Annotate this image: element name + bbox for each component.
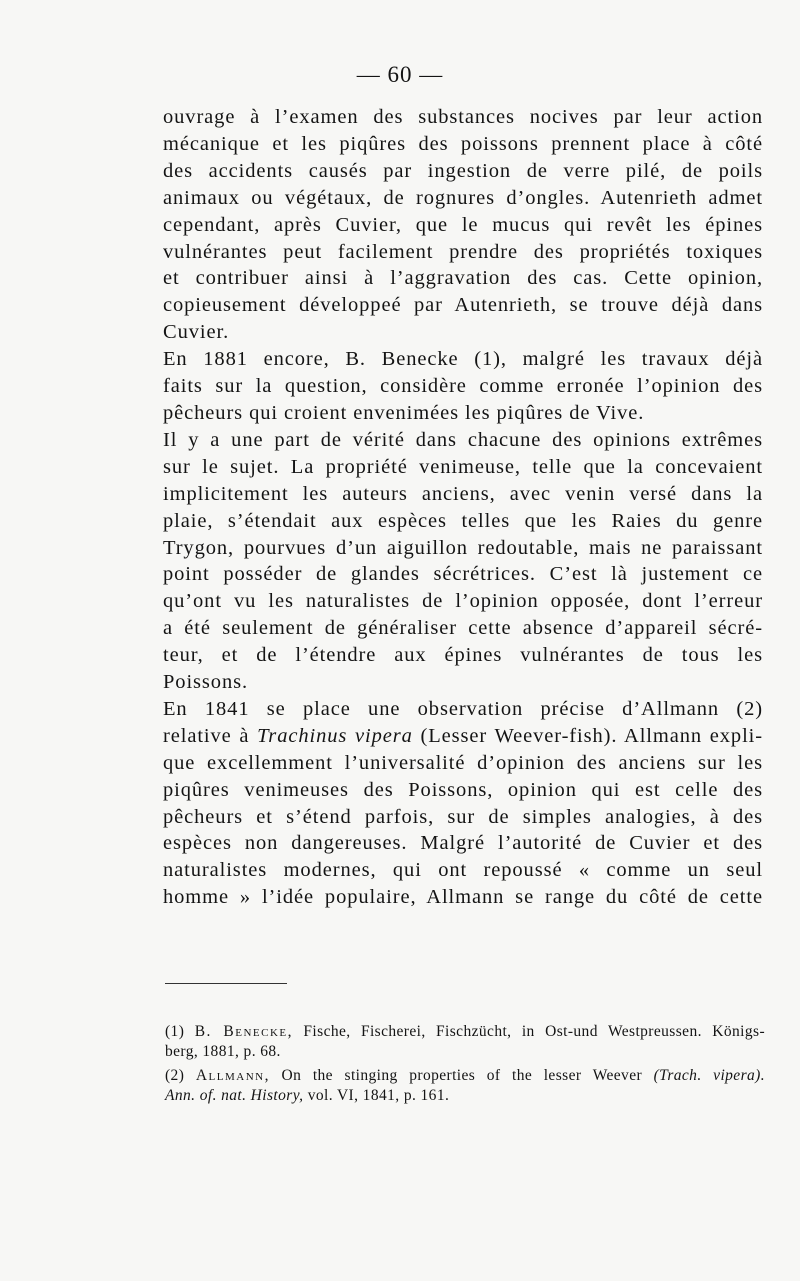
footnote-1-text: Fische, Fischerei, Fischzücht, in Ost-und Westpreussen. Königs- xyxy=(303,1023,766,1040)
text-line: point posséder de glandes sécrétrices. C’est là justement ce xyxy=(163,563,763,586)
footnote-2 xyxy=(165,1066,765,1106)
text-line-italic-species: relative à Trachinus vipera (Lesser Weever-fish). Allmann expli- xyxy=(163,724,764,747)
text-line: et contribuer ainsi à l’aggravation des cas. Cette opinion, xyxy=(163,267,763,290)
footnote-2-volume: vol. VI, 1841, p. 161. xyxy=(307,1087,450,1104)
text-line: Poissons. xyxy=(163,671,249,694)
body-text xyxy=(163,104,763,911)
text-line: En 1841 se place une observation précise d’Allmann (2) xyxy=(163,697,763,720)
text-line: faits sur la question, considère comme erronée l’opinion des xyxy=(163,375,763,398)
text-line: des accidents causés par ingestion de verre pilé, de poils xyxy=(163,159,763,182)
text-line: a été seulement de généraliser cette absence d’appareil sécré- xyxy=(163,617,763,640)
text-line: pêcheurs qui croient envenimées les piqûres de Vive. xyxy=(163,401,645,424)
text-line: mécanique et les piqûres des poissons prennent place à côté xyxy=(163,132,763,155)
text-line: ouvrage à l’examen des substances nocives par leur action xyxy=(163,106,763,128)
text-line: pêcheurs et s’étend parfois, sur de simples analogies, à des xyxy=(163,805,763,828)
text-line: homme » l’idée populaire, Allmann se range du côté de cette xyxy=(163,886,763,909)
text-line: copieusement développeé par Autenrieth, se trouve déjà dans xyxy=(163,294,763,317)
footnote-2-species: (Trach. vipera). xyxy=(653,1067,765,1084)
text-line: qu’ont vu les naturalistes de l’opinion opposée, dont l’erreur xyxy=(163,590,763,613)
text-line: plaie, s’étendait aux espèces telles que les Raies du genre xyxy=(163,509,763,532)
footnote-2-marker: (2) xyxy=(165,1067,185,1084)
text-line: vulnérantes peut facilement prendre des propriétés toxiques xyxy=(163,240,763,263)
text-line: implicitement les auteurs anciens, avec venin versé dans la xyxy=(163,482,763,505)
text-line: Cuvier. xyxy=(163,321,230,344)
text-line: naturalistes modernes, qui ont repoussé « comme un seul xyxy=(163,859,763,882)
species-name: Trachinus vipera xyxy=(257,724,413,747)
footnote-2-text: On the stinging properties of the lesser Weever xyxy=(281,1067,643,1084)
footnote-2-line-2 xyxy=(165,1086,765,1106)
text-line: Trygon, pourvues d’un aiguillon redoutable, mais ne paraissant xyxy=(163,536,763,559)
footnote-divider xyxy=(165,983,287,984)
footnote-1 xyxy=(165,1022,765,1062)
text-line: que excellemment l’universalité d’opinion des anciens sur les xyxy=(163,751,763,774)
text-line: En 1881 encore, B. Benecke (1), malgré les travaux déjà xyxy=(163,348,763,371)
footnote-2-line-1 xyxy=(165,1066,765,1086)
page-number: — 60 — xyxy=(356,62,444,87)
footnote-1-line-2: berg, 1881, p. 68. xyxy=(165,1043,281,1060)
text-line: espèces non dangereuses. Malgré l’autorité de Cuvier et des xyxy=(163,832,763,855)
footnote-1-marker: (1) xyxy=(165,1023,185,1040)
text-line: sur le sujet. La propriété venimeuse, telle que la concevaient xyxy=(163,455,763,478)
text-line: teur, et de l’étendre aux épines vulnérantes de tous les xyxy=(163,644,763,667)
footnote-2-author: Allmann, xyxy=(195,1067,270,1084)
text-line: piqûres venimeuses des Poissons, opinion qui est celle des xyxy=(163,778,763,801)
footnote-1-author: B. Benecke, xyxy=(194,1023,293,1040)
footnotes xyxy=(165,1022,765,1110)
footnote-2-journal: Ann. of. nat. History, xyxy=(165,1087,304,1104)
text-line: Il y a une part de vérité dans chacune des opinions extrêmes xyxy=(163,428,763,451)
text-line: cependant, après Cuvier, que le mucus qui revêt les épines xyxy=(163,213,763,236)
footnote-1-line-1 xyxy=(165,1022,765,1042)
text-line: animaux ou végétaux, de rognures d’ongles. Autenrieth admet xyxy=(163,186,763,209)
